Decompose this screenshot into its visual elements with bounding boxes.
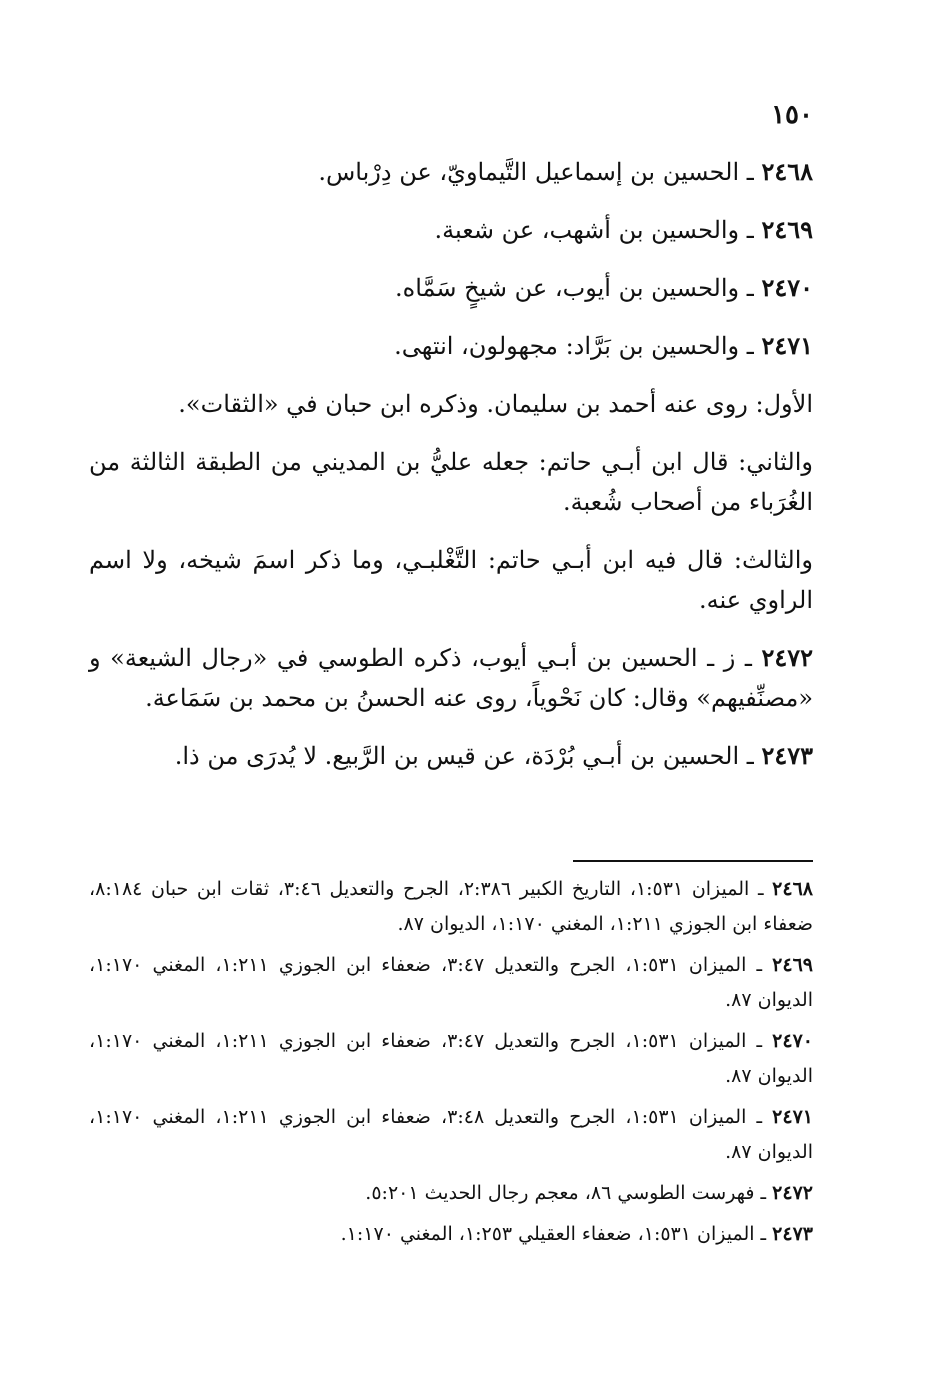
footnote-2473 — [89, 1217, 813, 1252]
entry-2470 — [89, 268, 813, 308]
entry-text: ـ والحسين بن أشهب، عن شعبة. — [434, 216, 754, 244]
footnote-text: ـ الميزان ١:٥٣١، ضعفاء العقيلي ١:٢٥٣، المغني ١:١٧٠. — [340, 1223, 767, 1245]
entry-number: ٢٤٦٩ — [761, 215, 813, 244]
entry-text: ـ والحسين بن أيوب، عن شيخٍ سَمَّاه. — [395, 274, 754, 302]
footnote-number: ٢٤٦٩ — [772, 954, 813, 976]
entry-2469 — [89, 210, 813, 250]
entry-number: ٢٤٧٣ — [761, 741, 813, 770]
footnote-number: ٢٤٧٢ — [772, 1182, 813, 1204]
footnote-2468 — [89, 872, 813, 942]
footnote-2471 — [89, 1100, 813, 1170]
footnote-text: ـ الميزان ١:٥٣١، الجرح والتعديل ٣:٤٧، ضعفاء ابن الجوزي ١:٢١١، المغني ١:١٧٠، الديوان ٨٧. — [89, 1030, 813, 1087]
footnote-2470 — [89, 1024, 813, 1094]
footnote-text: ـ الميزان ١:٥٣١، الجرح والتعديل ٣:٤٧، ضعفاء ابن الجوزي ١:٢١١، المغني ١:١٧٠، الديوان ٨٧. — [89, 954, 813, 1011]
paragraph-first: الأول: روى عنه أحمد بن سليمان. وذكره ابن حبان في «الثقات». — [178, 390, 813, 418]
entry-number: ٢٤٧٠ — [761, 273, 813, 302]
footnote-text: ـ الميزان ١:٥٣١، التاريخ الكبير ٢:٣٨٦، الجرح والتعديل ٣:٤٦، ثقات ابن حبان ٨:١٨٤، ضعفاء ابن الجوزي ١:٢١١، المغني ١:١٧٠، الديوان ٨٧. — [89, 878, 813, 935]
entry-2471 — [89, 326, 813, 366]
footnote-2472 — [89, 1176, 813, 1211]
footnote-2469 — [89, 948, 813, 1018]
entry-2472 — [89, 638, 813, 718]
footnotes — [89, 872, 813, 1258]
paragraph-second: والثاني: قال ابن أبـي حاتم: جعله عليُّ بن المديني من الطبقة الثالثة من الغُرَباء من أصحاب شُعبة. — [89, 448, 813, 516]
entry-number: ٢٤٧٢ — [761, 643, 813, 672]
footnote-text: ـ فهرست الطوسي ٨٦، معجم رجال الحديث ٥:٢٠١. — [365, 1182, 767, 1204]
footnote-text: ـ الميزان ١:٥٣١، الجرح والتعديل ٣:٤٨، ضعفاء ابن الجوزي ١:٢١١، المغني ١:١٧٠، الديوان ٨٧. — [89, 1106, 813, 1163]
footnote-number: ٢٤٧٣ — [772, 1223, 813, 1245]
page-number: ١٥٠ — [771, 100, 813, 130]
entry-2468 — [89, 152, 813, 192]
entry-text: ـ الحسين بن أبـي بُرْدَة، عن قيس بن الرَّبيع. لا يُدرَى من ذا. — [174, 742, 754, 770]
footnote-number: ٢٤٧٠ — [772, 1030, 813, 1052]
entry-2473 — [89, 736, 813, 776]
footnote-number: ٢٤٦٨ — [772, 878, 813, 900]
entry-text: ـ والحسين بن بَرَّاد: مجهولون، انتهى. — [394, 332, 754, 360]
footnote-number: ٢٤٧١ — [772, 1106, 813, 1128]
main-text — [89, 152, 813, 794]
footnote-separator — [573, 860, 813, 862]
entry-number: ٢٤٦٨ — [761, 157, 813, 186]
entry-text: ـ ز ـ الحسين بن أبـي أيوب، ذكره الطوسي في «رجال الشيعة» و «مصنِّفيهم» وقال: كان نَحْوياً، روى عنه الحسنُ بن محمد بن سَمَاعة. — [89, 644, 813, 712]
entry-number: ٢٤٧١ — [761, 331, 813, 360]
paragraph-third: والثالث: قال فيه ابن أبـي حاتم: التَّغْلبـي، وما ذكر اسمَ شيخه، ولا اسم الراوي عنه. — [89, 546, 813, 614]
entry-text: ـ الحسين بن إسماعيل التَّيماويّ، عن دِرْباس. — [318, 158, 754, 186]
